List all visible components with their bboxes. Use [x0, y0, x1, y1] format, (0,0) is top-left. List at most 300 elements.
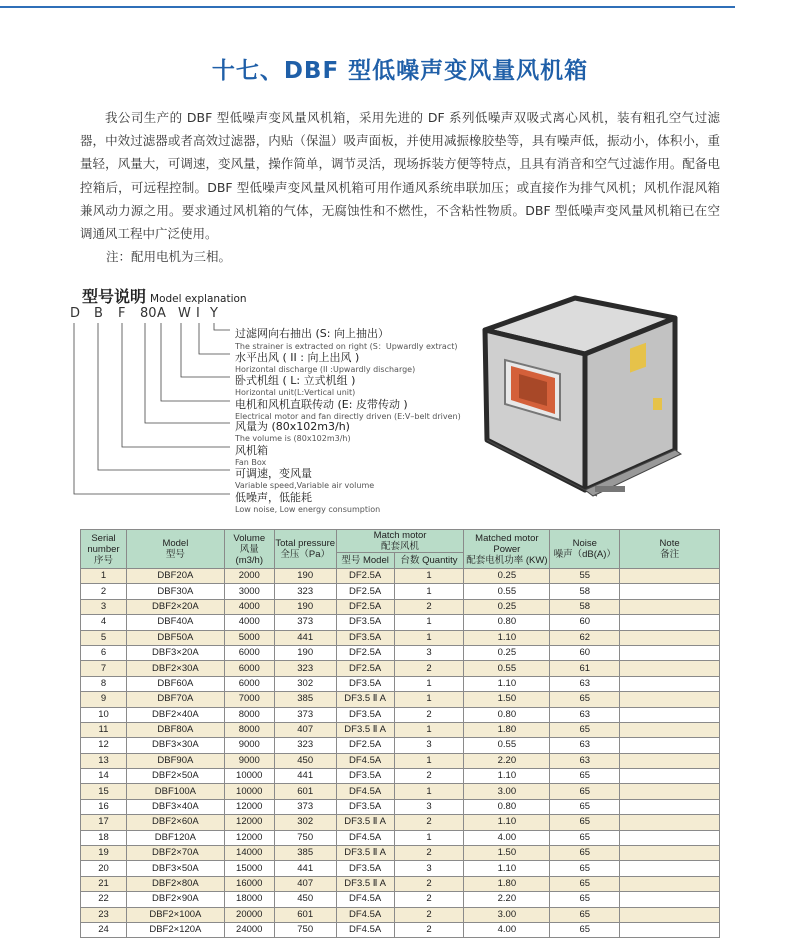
table-cell: 4000	[224, 599, 274, 614]
table-row	[81, 676, 720, 691]
table-cell: DF2.5A	[336, 661, 394, 676]
table-cell: 6	[81, 645, 127, 660]
table-cell: 0.25	[464, 569, 550, 584]
table-cell: 16	[81, 799, 127, 814]
table-cell: 2	[81, 584, 127, 599]
explanation-variable	[235, 465, 374, 490]
table-cell: 14	[81, 769, 127, 784]
table-cell: 3.00	[464, 907, 550, 922]
table-cell: 1.10	[464, 815, 550, 830]
explanation-en: The volume is (80x102m3/h)	[235, 434, 351, 443]
table-cell: 16000	[224, 876, 274, 891]
table-cell: 65	[550, 876, 620, 891]
table-cell: 24	[81, 922, 127, 937]
table-cell	[620, 784, 720, 799]
header-serial: Serial number 序号	[81, 530, 127, 569]
table-row	[81, 569, 720, 584]
table-cell: 1.10	[464, 630, 550, 645]
table-cell: DBF2×120A	[126, 922, 224, 937]
table-cell: 601	[274, 907, 336, 922]
table-cell: DBF60A	[126, 676, 224, 691]
table-cell: 407	[274, 722, 336, 737]
table-cell: 65	[550, 907, 620, 922]
table-cell: 323	[274, 584, 336, 599]
explanation-en: Electrical motor and fan directly driven (E:V–belt driven)	[235, 412, 461, 421]
table-cell: 65	[550, 892, 620, 907]
table-cell: 1	[394, 830, 464, 845]
code-letter: A	[157, 306, 166, 321]
spec-table-body	[81, 569, 720, 938]
table-cell: 0.25	[464, 599, 550, 614]
table-row	[81, 876, 720, 891]
table-cell: 2	[394, 907, 464, 922]
table-row	[81, 738, 720, 753]
table-cell: 1.10	[464, 676, 550, 691]
table-cell	[620, 707, 720, 722]
table-cell	[620, 892, 720, 907]
table-row	[81, 615, 720, 630]
table-cell: DF3.5A	[336, 861, 394, 876]
table-cell: DBF3×50A	[126, 861, 224, 876]
table-cell: 190	[274, 645, 336, 660]
table-cell: 750	[274, 830, 336, 845]
header-volume: Volume 风量 (m3/h)	[224, 530, 274, 569]
table-cell: DF3.5 Ⅱ A	[336, 815, 394, 830]
table-cell: DBF30A	[126, 584, 224, 599]
table-cell: 58	[550, 584, 620, 599]
table-row	[81, 784, 720, 799]
table-cell: 601	[274, 784, 336, 799]
explanation-en: The strainer is extracted on right (S：Upwardly extract)	[235, 342, 458, 351]
table-cell	[620, 599, 720, 614]
table-row	[81, 630, 720, 645]
table-cell: 2	[394, 846, 464, 861]
table-cell: DBF3×20A	[126, 645, 224, 660]
table-cell	[620, 738, 720, 753]
table-cell: DF3.5A	[336, 707, 394, 722]
tree-line-b	[98, 323, 230, 470]
table-cell: 3	[394, 799, 464, 814]
table-cell: DF4.5A	[336, 753, 394, 768]
table-cell	[620, 799, 720, 814]
table-cell: DBF20A	[126, 569, 224, 584]
table-cell	[620, 907, 720, 922]
table-cell: 373	[274, 707, 336, 722]
table-cell: 5	[81, 630, 127, 645]
table-cell: 11	[81, 722, 127, 737]
model-explanation-title	[82, 284, 247, 307]
table-cell	[620, 615, 720, 630]
table-cell: 0.80	[464, 799, 550, 814]
table-cell: DBF2×90A	[126, 892, 224, 907]
table-cell: 60	[550, 645, 620, 660]
table-cell: 21	[81, 876, 127, 891]
table-cell: DF2.5A	[336, 599, 394, 614]
table-cell	[620, 846, 720, 861]
table-cell: 9	[81, 692, 127, 707]
explanation-en: Horizontal discharge (II :Upwardly discharge)	[235, 365, 416, 374]
table-cell	[620, 645, 720, 660]
table-cell: 1	[81, 569, 127, 584]
table-cell: 302	[274, 815, 336, 830]
table-cell: 0.55	[464, 738, 550, 753]
table-cell: DBF80A	[126, 722, 224, 737]
table-row	[81, 830, 720, 845]
table-cell: 63	[550, 707, 620, 722]
table-cell: 7000	[224, 692, 274, 707]
table-cell: 9000	[224, 753, 274, 768]
explanation-zh: 低噪声，低能耗	[235, 491, 312, 504]
table-cell: 302	[274, 676, 336, 691]
table-cell	[620, 722, 720, 737]
table-cell: 15	[81, 784, 127, 799]
code-letter: Y	[210, 306, 218, 321]
table-cell	[620, 630, 720, 645]
table-cell: 22	[81, 892, 127, 907]
table-cell: DBF2×40A	[126, 707, 224, 722]
table-cell: 385	[274, 692, 336, 707]
table-cell: 7	[81, 661, 127, 676]
header-match-qty: 台数 Quantity	[394, 553, 464, 569]
table-cell: 2.20	[464, 892, 550, 907]
spec-table	[80, 529, 720, 938]
table-cell: 1	[394, 584, 464, 599]
table-cell: 3	[394, 861, 464, 876]
table-cell: 1	[394, 692, 464, 707]
intro-paragraph	[80, 106, 720, 245]
table-cell: DF4.5A	[336, 907, 394, 922]
table-row	[81, 645, 720, 660]
explanation-discharge	[235, 349, 415, 374]
table-row	[81, 753, 720, 768]
table-cell: 10000	[224, 769, 274, 784]
table-cell: DF4.5A	[336, 784, 394, 799]
table-cell: 15000	[224, 861, 274, 876]
table-row	[81, 846, 720, 861]
table-cell: DBF50A	[126, 630, 224, 645]
table-cell: DF3.5 Ⅱ A	[336, 876, 394, 891]
model-title-zh: 型号说明	[82, 287, 147, 306]
table-cell: 65	[550, 815, 620, 830]
table-cell: 10	[81, 707, 127, 722]
table-cell	[620, 661, 720, 676]
tree-line-80	[145, 323, 230, 423]
table-row	[81, 892, 720, 907]
table-row	[81, 815, 720, 830]
explanation-zh: 过滤网向右抽出 (S: 向上抽出）	[235, 327, 389, 340]
table-cell: 1.50	[464, 846, 550, 861]
table-cell: DBF2×70A	[126, 846, 224, 861]
table-row	[81, 861, 720, 876]
table-cell	[620, 815, 720, 830]
code-letter: B	[94, 306, 103, 321]
table-cell: 3	[394, 645, 464, 660]
table-cell: 750	[274, 922, 336, 937]
table-row	[81, 707, 720, 722]
table-cell: 2	[394, 707, 464, 722]
explanation-zh: 电机和风机直联传动 (E: 皮带传动 )	[235, 398, 408, 411]
table-row	[81, 599, 720, 614]
table-cell: 8	[81, 676, 127, 691]
table-cell: 0.80	[464, 707, 550, 722]
table-cell: 65	[550, 799, 620, 814]
table-cell: 20000	[224, 907, 274, 922]
table-cell: 1	[394, 722, 464, 737]
header-match-motor: Match motor 配套风机	[336, 530, 464, 553]
table-row	[81, 584, 720, 599]
table-cell: 2	[394, 769, 464, 784]
table-cell: DF3.5A	[336, 799, 394, 814]
table-cell: DBF2×20A	[126, 599, 224, 614]
table-row	[81, 722, 720, 737]
table-cell: 65	[550, 692, 620, 707]
table-cell: 0.55	[464, 661, 550, 676]
table-cell: 17	[81, 815, 127, 830]
table-cell: 441	[274, 769, 336, 784]
table-cell: DF2.5A	[336, 569, 394, 584]
table-cell: 373	[274, 799, 336, 814]
table-cell: 1.10	[464, 769, 550, 784]
table-cell: DBF2×50A	[126, 769, 224, 784]
table-cell: 63	[550, 738, 620, 753]
table-cell: DF3.5 Ⅱ A	[336, 692, 394, 707]
table-cell: 65	[550, 922, 620, 937]
table-cell: 2	[394, 815, 464, 830]
table-cell: 407	[274, 876, 336, 891]
table-cell: 1.80	[464, 876, 550, 891]
table-cell: 12000	[224, 815, 274, 830]
header-power: Matched motor Power 配套电机功率 (KW)	[464, 530, 550, 569]
table-cell: 1	[394, 569, 464, 584]
table-cell: DBF3×30A	[126, 738, 224, 753]
table-cell: 8000	[224, 707, 274, 722]
table-cell	[620, 922, 720, 937]
table-cell: 65	[550, 846, 620, 861]
table-cell: 13	[81, 753, 127, 768]
explanation-volume	[235, 418, 351, 443]
table-cell: 4.00	[464, 922, 550, 937]
code-letter: 80	[140, 306, 157, 321]
table-cell: 441	[274, 861, 336, 876]
table-cell	[620, 876, 720, 891]
table-cell: 23	[81, 907, 127, 922]
table-cell: DF3.5A	[336, 676, 394, 691]
table-cell: 1	[394, 615, 464, 630]
table-cell: 62	[550, 630, 620, 645]
tree-line-i	[199, 323, 230, 354]
table-cell: DBF120A	[126, 830, 224, 845]
explanation-zh: 风量为 (80x102m3/h)	[235, 420, 350, 433]
table-cell: DF3.5A	[336, 615, 394, 630]
table-cell	[620, 753, 720, 768]
code-letter: D	[70, 306, 81, 321]
table-cell: 19	[81, 846, 127, 861]
table-cell: 65	[550, 722, 620, 737]
table-cell: 1.50	[464, 692, 550, 707]
model-title-en: Model explanation	[150, 293, 247, 305]
table-cell: 2.20	[464, 753, 550, 768]
table-cell: 4	[81, 615, 127, 630]
table-cell: 4000	[224, 615, 274, 630]
explanation-unit	[235, 372, 355, 397]
table-cell: 9000	[224, 738, 274, 753]
explanation-zh: 风机箱	[235, 444, 268, 457]
table-cell: 65	[550, 830, 620, 845]
table-cell: 10000	[224, 784, 274, 799]
table-cell: 63	[550, 753, 620, 768]
table-row	[81, 907, 720, 922]
table-cell: 65	[550, 784, 620, 799]
table-cell: 6000	[224, 676, 274, 691]
tree-line-f	[122, 323, 230, 447]
table-cell: 12000	[224, 799, 274, 814]
table-cell: 2	[394, 922, 464, 937]
table-cell: DBF70A	[126, 692, 224, 707]
intro-text: 我公司生产的 DBF 型低噪声变风量风机箱，采用先进的 DF 系列低噪声双吸式离心风机，装有粗孔空气过滤器，中效过滤器或者高效过滤器，内贴（保温）吸声面板，并使用减振橡胶垫等，具有噪声低，振动小，体积小，重量轻，风量大，可调速，变风量，操作简单，调节灵活，现场拆装方便等特点，且具有消音和空气过滤作用。配备电控箱后，可远程控制。DBF 型低噪声变风量风机箱可用作通风系统串联加压；或直接作为排气风机；风机作混风箱兼风动力源之用。要求通过风机箱的气体，无腐蚀性和不燃性，不含粘性物质。DBF 型低噪声变风量风机箱已在空调通风工程中广泛使用。	[80, 110, 720, 242]
tree-line-d	[74, 323, 230, 494]
table-cell: 1.80	[464, 722, 550, 737]
table-cell: 63	[550, 676, 620, 691]
explanation-strainer	[235, 325, 457, 352]
code-letter: F	[118, 306, 126, 321]
table-cell: 385	[274, 846, 336, 861]
table-row	[81, 922, 720, 937]
table-cell: 190	[274, 569, 336, 584]
table-row	[81, 799, 720, 814]
page-title: 十七、DBF 型低噪声变风量风机箱	[211, 58, 589, 84]
table-cell: 0.80	[464, 615, 550, 630]
table-cell: DF4.5A	[336, 892, 394, 907]
table-cell: 2	[394, 876, 464, 891]
table-cell: DBF2×100A	[126, 907, 224, 922]
table-cell: 1	[394, 630, 464, 645]
table-cell: 58	[550, 599, 620, 614]
table-cell: 6000	[224, 645, 274, 660]
table-cell: 441	[274, 630, 336, 645]
header-model: Model 型号	[126, 530, 224, 569]
table-cell: 190	[274, 599, 336, 614]
table-cell: 3000	[224, 584, 274, 599]
table-cell: 373	[274, 615, 336, 630]
table-cell: 0.25	[464, 645, 550, 660]
explanation-zh: 水平出风 ( II : 向上出风 )	[235, 351, 360, 364]
tree-line-a	[161, 323, 230, 401]
table-cell: 2	[394, 661, 464, 676]
table-cell	[620, 830, 720, 845]
table-cell: 65	[550, 861, 620, 876]
table-cell: 12	[81, 738, 127, 753]
table-cell: 60	[550, 615, 620, 630]
table-cell: 450	[274, 892, 336, 907]
table-cell: DF4.5A	[336, 922, 394, 937]
table-cell: DF4.5A	[336, 830, 394, 845]
header-match-model: 型号 Model	[336, 553, 394, 569]
table-cell: 1.10	[464, 861, 550, 876]
table-row	[81, 692, 720, 707]
header-note: Note 备注	[620, 530, 720, 569]
motor-note: 注：配用电机为三相。	[106, 249, 232, 264]
table-cell: 18000	[224, 892, 274, 907]
explanation-en: Horizontal unit(L:Vertical unit)	[235, 388, 356, 397]
header-pressure: Total pressure 全压（Pa）	[274, 530, 336, 569]
table-cell: 1	[394, 784, 464, 799]
table-row	[81, 661, 720, 676]
table-cell: 2	[394, 892, 464, 907]
explanation-lownoise	[235, 489, 380, 514]
table-cell: DBF2×30A	[126, 661, 224, 676]
table-cell: 65	[550, 769, 620, 784]
explanation-fanbox	[235, 442, 268, 467]
explanation-en: Variable speed,Variable air volume	[235, 481, 375, 490]
fan-box-photo	[475, 290, 685, 505]
table-row	[81, 769, 720, 784]
table-cell: 1	[394, 676, 464, 691]
table-cell: DBF40A	[126, 615, 224, 630]
table-cell: DF3.5 Ⅱ A	[336, 722, 394, 737]
table-cell: 3	[394, 738, 464, 753]
table-cell	[620, 676, 720, 691]
table-cell: DBF3×40A	[126, 799, 224, 814]
table-cell: 61	[550, 661, 620, 676]
table-cell	[620, 584, 720, 599]
table-cell: 5000	[224, 630, 274, 645]
table-cell: 2	[394, 599, 464, 614]
table-cell: 323	[274, 661, 336, 676]
table-cell: 3	[81, 599, 127, 614]
table-cell: DBF2×60A	[126, 815, 224, 830]
code-letter: W	[178, 306, 191, 321]
table-cell: DF3.5A	[336, 769, 394, 784]
explanation-en: Low noise, Low energy consumption	[235, 505, 381, 514]
table-cell: DF3.5A	[336, 630, 394, 645]
table-cell: DBF90A	[126, 753, 224, 768]
table-cell: DF2.5A	[336, 738, 394, 753]
table-cell	[620, 569, 720, 584]
explanation-zh: 卧式机组 ( L: 立式机组 )	[235, 374, 356, 387]
table-cell: DF2.5A	[336, 584, 394, 599]
table-cell: 6000	[224, 661, 274, 676]
code-letter: I	[196, 306, 200, 321]
table-cell: DBF100A	[126, 784, 224, 799]
table-cell: 18	[81, 830, 127, 845]
table-cell: 450	[274, 753, 336, 768]
table-cell: DF3.5 Ⅱ A	[336, 846, 394, 861]
table-cell: 323	[274, 738, 336, 753]
table-cell: 55	[550, 569, 620, 584]
table-cell	[620, 769, 720, 784]
table-cell: 0.55	[464, 584, 550, 599]
table-cell: 20	[81, 861, 127, 876]
tree-line-w	[181, 323, 230, 377]
top-rule	[0, 6, 735, 8]
table-cell: 4.00	[464, 830, 550, 845]
table-cell: DF2.5A	[336, 645, 394, 660]
table-cell: 14000	[224, 846, 274, 861]
explanation-zh: 可调速，变风量	[235, 467, 312, 480]
explanation-en: Fan Box	[235, 458, 267, 467]
table-cell: 1	[394, 753, 464, 768]
table-cell: 24000	[224, 922, 274, 937]
table-cell: 3.00	[464, 784, 550, 799]
tree-line-y	[214, 323, 230, 330]
table-cell	[620, 692, 720, 707]
table-cell: 2000	[224, 569, 274, 584]
table-cell: 12000	[224, 830, 274, 845]
header-noise: Noise 噪声（dB(A)）	[550, 530, 620, 569]
table-cell: 8000	[224, 722, 274, 737]
table-cell: DBF2×80A	[126, 876, 224, 891]
table-cell	[620, 861, 720, 876]
